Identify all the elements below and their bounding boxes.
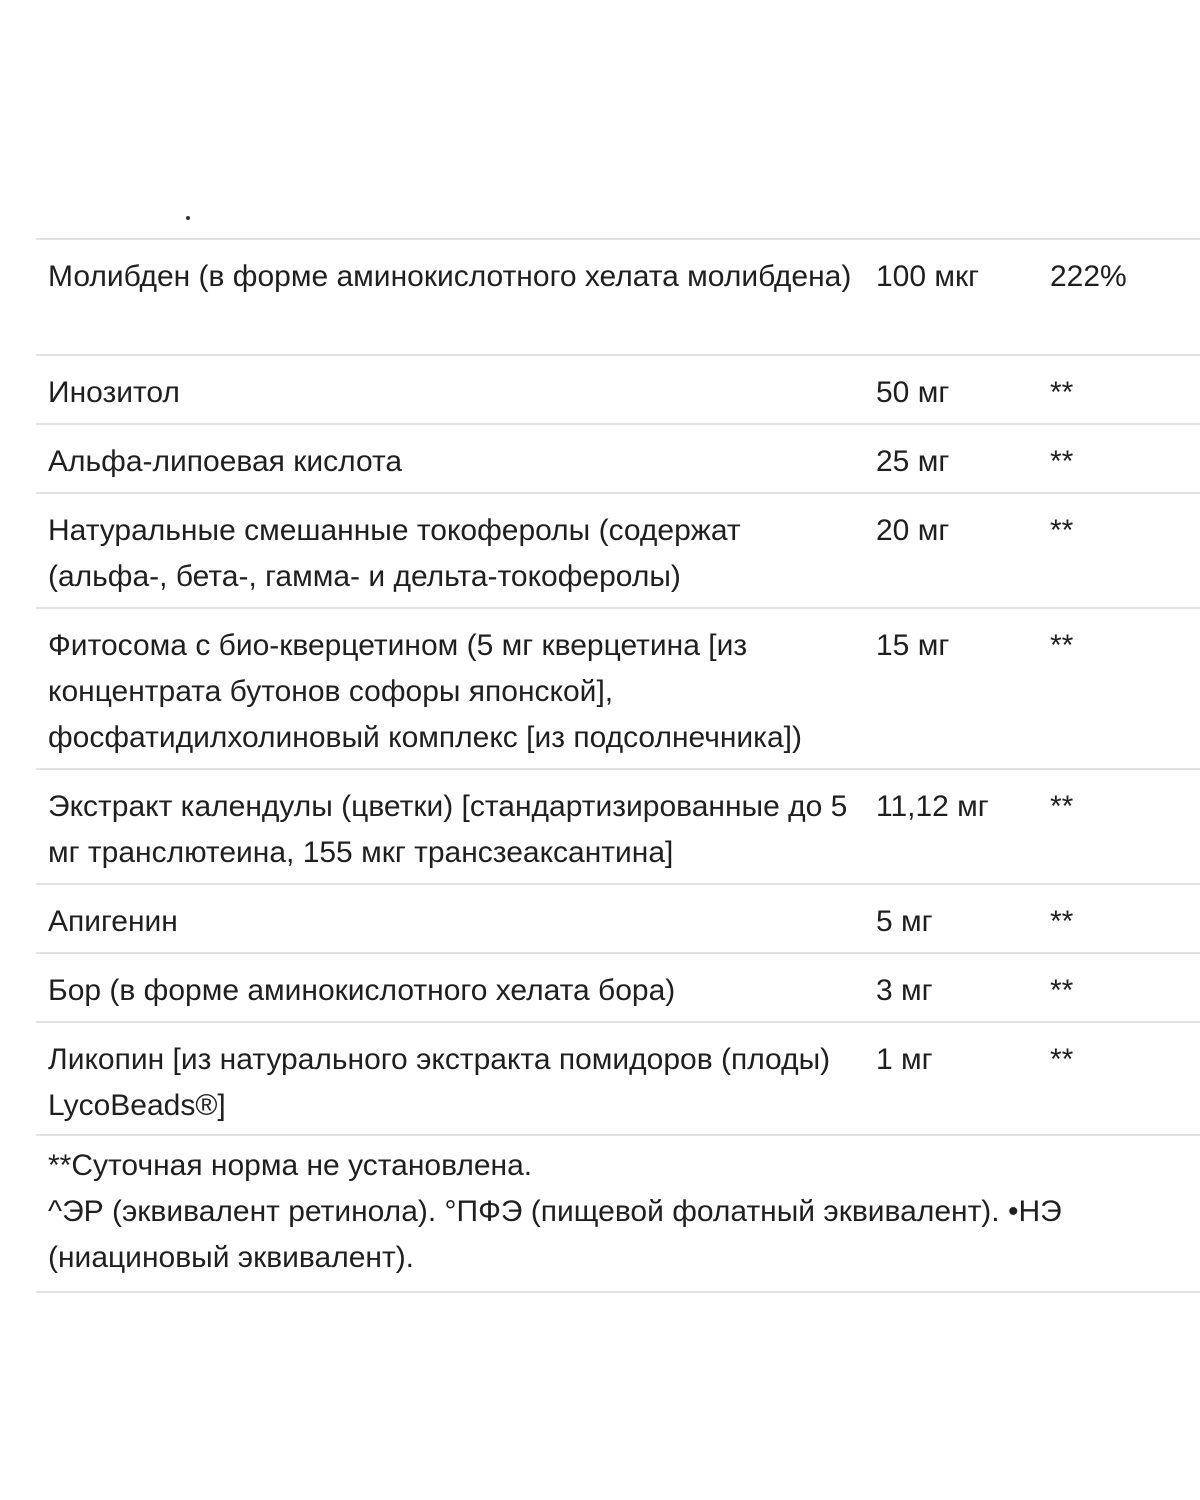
daily-value: ** xyxy=(1050,445,1074,478)
daily-value: ** xyxy=(1050,974,1074,1007)
stray-dot xyxy=(186,216,190,220)
ingredient-name: Апигенин xyxy=(48,905,178,938)
daily-value: ** xyxy=(1050,905,1074,938)
ingredient-name: Ликопин [из натурального экстракта помидоров (плоды) LycoBeads®] xyxy=(48,1043,831,1122)
ingredient-name: Фитосома с био-кверцетином (5 мг кверцетина [из концентрата бутонов софоры японской], фосфатидилхолиновый комплекс [из подсолнечника]) xyxy=(48,629,802,754)
ingredient-amount: 50 мг xyxy=(876,376,950,409)
daily-value: ** xyxy=(1050,514,1074,547)
ingredient-amount: 5 мг xyxy=(876,905,933,938)
footnote-line-daily-value: **Суточная норма не установлена. xyxy=(48,1149,533,1182)
supplement-facts-table xyxy=(36,238,1200,1136)
table-row xyxy=(36,609,1200,770)
table-row xyxy=(36,885,1200,954)
ingredient-name: Экстракт календулы (цветки) [стандартизированные до 5 мг транслютеина, 155 мкг трансзеаксантина] xyxy=(48,790,848,869)
table-row xyxy=(36,954,1200,1023)
ingredient-name: Молибден (в форме аминокислотного хелата молибдена) xyxy=(48,260,852,293)
footnote-text xyxy=(48,1143,1148,1281)
table-row xyxy=(36,1023,1200,1136)
ingredient-amount: 1 мг xyxy=(876,1043,933,1076)
table-row xyxy=(36,494,1200,609)
table-row xyxy=(36,240,1200,356)
ingredient-name: Натуральные смешанные токоферолы (содержат (альфа-, бета-, гамма- и дельта-токоферолы) xyxy=(48,514,741,593)
footnote-line-equivalents: ^ЭР (эквивалент ретинола). °ПФЭ (пищевой фолатный эквивалент). •НЭ (ниациновый эквивалент). xyxy=(48,1195,1062,1274)
daily-value: ** xyxy=(1050,790,1074,823)
footnote xyxy=(36,1133,1200,1293)
ingredient-name: Бор (в форме аминокислотного хелата бора) xyxy=(48,974,676,1007)
ingredient-amount: 20 мг xyxy=(876,514,950,547)
ingredient-amount: 11,12 мг xyxy=(876,790,989,823)
table-row xyxy=(36,425,1200,494)
ingredient-amount: 100 мкг xyxy=(876,260,980,293)
daily-value: 222% xyxy=(1050,260,1127,293)
ingredient-name: Альфа-липоевая кислота xyxy=(48,445,403,478)
daily-value: ** xyxy=(1050,376,1074,409)
daily-value: ** xyxy=(1050,1043,1074,1076)
table-row xyxy=(36,356,1200,425)
ingredient-name: Инозитол xyxy=(48,376,180,409)
ingredient-amount: 15 мг xyxy=(876,629,950,662)
ingredient-amount: 3 мг xyxy=(876,974,933,1007)
table-row xyxy=(36,770,1200,885)
ingredient-amount: 25 мг xyxy=(876,445,950,478)
daily-value: ** xyxy=(1050,629,1074,662)
